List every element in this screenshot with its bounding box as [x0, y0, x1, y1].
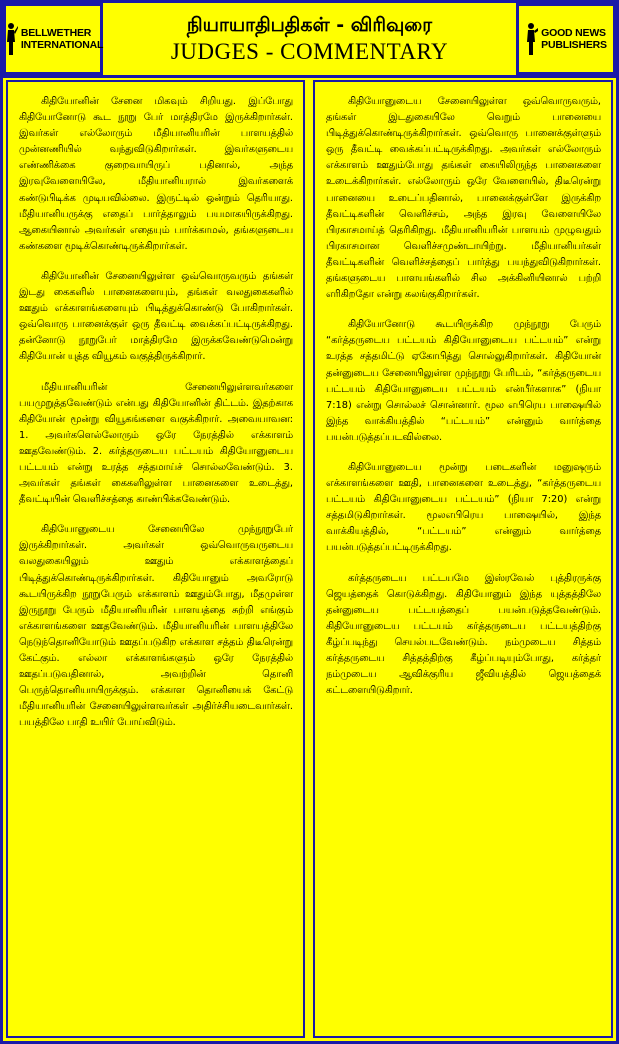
good-news-logo	[516, 3, 616, 75]
bellwether-figure-icon	[3, 22, 19, 56]
trumpeter-icon	[525, 22, 539, 56]
good-news-logo-line2: PUBLISHERS	[541, 39, 607, 51]
page-header	[3, 3, 616, 78]
bellwether-logo-text	[21, 27, 103, 51]
paragraph: கிதியோனோடு கூடயிருக்கிற முந்நூறு பேரும் “கர்த்தருடைய பட்டயம் கிதியோனுடைய பட்டயம்” என்று உரத்த சத்தமிட்டு ஏகோபித்து சொல்லுகிறார்கள். கிதியோன் தன்னுடைய சேனையிலுள்ள முந்நூறு பேரிடம், “கர்த்தருடைய பட்டயம் கிதியோனுடைய பட்டயம் என்பீர்களாக” (நியா 7:18) என்று சொல்லச் சொன்னார். மூல எபிரெய பாஷையில் இந்த வாக்கியத்தில் “பட்டயம்” என்னும் வார்த்தை பயன்படுத்தப்படவில்லை.	[326, 319, 601, 443]
right-column	[313, 80, 613, 1038]
page-title-tamil: நியாயாதிபதிகள் - விரிவுரை	[186, 14, 433, 36]
left-column	[6, 80, 305, 1038]
bellwether-logo-line1: BELLWETHER	[20, 27, 92, 39]
paragraph: மீதியானியரின் சேனையிலுள்ளவர்களை பயமுறுத்தவேண்டும் என்பது கிதியோனின் திட்டம். இதற்காக கிதியோன் மூன்று வியூகங்களை வகுக்கிறார். அவையாவன: 1. அவர்களெல்லோரும் ஒரே நேரத்தில் எக்காளம் ஊதவேண்டும். 2. கர்த்தருடைய பட்டயம் கிதியோனுடைய பட்டயம் என்று உரத்த சத்தமாய்ச் சொல்லவேண்டும். 3. அவர்கள் தங்கள் கைகளிலுள்ள பானைகளை உடைத்து, தீவட்டியின் வெளிச்சத்தை காண்பிக்கவேண்டும்.	[19, 381, 293, 506]
paragraph: கிதியோனின் சேனை மிகவும் சிறியது. இப்போது கிதியோனோடு கூட நூறு பேர் மாத்திரமே இருக்கிறார்கள். இவர்கள் எல்லோரும் மீதியானியரின் பாளயத்தில் முன்னணியில் வந்துவிடுகிறார்கள். இவர்களுடைய எண்ணிக்கை குறைவாயிருப் பதினால், அந்த இரவுவேளையிலே, மீதியானியரால் இவர்களைக் கண்டுபிடிக்க முடியவில்லை. இருட்டில் ஒன்றும் தெரியாது. மீதியானியருக்கு எதைப் பார்த்தாலும் பயமாகயிருக்கிறது. ஆகையினால் அவர்கள் எதையும் பார்க்காமல், தங்களுடைய கண்களை மூடிக்கொண்டிருக்கிறார்கள்.	[19, 96, 293, 252]
bellwether-logo	[3, 3, 103, 75]
page-title-english: JUDGES - COMMENTARY	[170, 39, 449, 64]
paragraph: கிதியோனுடைய மூன்று படைகளின் மனுஷரும் எக்காளங்களை ஊதி, பானைகளை உடைத்து, “கர்த்தருடைய பட்டயம் கிதியோனுடைய பட்டயம்” (நியா 7:20) என்று சத்தமிடுகிறார்கள். மூலஎபிரெய பாஷையில், இந்த வாக்கியத்தில், “பட்டயம்” என்னும் வார்த்தை பயன்படுத்தப்பட்டிருக்கிறது.	[326, 461, 601, 554]
paragraph: கர்த்தருடைய பட்டயமே இஸ்ரவேல் புத்திரருக்கு ஜெயத்தைக் கொடுக்கிறது. கிதியோனும் இந்த யுத்தத்திலே தன்னுடைய பட்டயத்தைப் பயன்படுத்தவேண்டும். கிதியோனுடைய பட்டயம் கர்த்தருடைய பட்டயத்திற்கு கீழ்ப்படிந்து செயல்படவேண்டும். நம்முடைய சித்தம் கர்த்தருடைய சித்தத்திற்கு கீழ்ப்படியும்போது, கர்த்தர் நம்முடைய ஆவிக்குரிய ஜீவியத்தில் ஜெயத்தைக் கட்டளையிடுகிறார்.	[326, 572, 601, 697]
good-news-logo-text	[541, 27, 607, 51]
paragraph: கிதியோனுடைய சேனையிலே முந்நூறுபேர் இருக்கிறார்கள். அவர்கள் ஒவ்வொருவருடைய வலதுகையிலும் ஊதும் எக்காளத்தைப் பிடித்துக்கொண்டிருக்கிறார்கள். கிதியோனும் அவரோடு கூடயிருக்கிற நூறுபேரும் எக்காளம் ஊதும்போது, மீதமுள்ள இருநூறு பேரும் மீதியானியரின் பாளயத்தை சுற்றி எங்கும் எக்காளங்களை ஊதவேண்டும். மீதியானியரின் பாளயத்திலே நெடுந்தொனியோடும் ஊதப்படுகிற எக்காள சத்தம் திடீரென்று கேட்கும். எல்லா எக்காளங்களும் ஒரே நேரத்தில் ஊதப்படுவதினால், அவற்றின் தொனி பெருந்தொனியாயிருக்கும். எக்காள தொனியைக் கேட்டு மீதியானியரின் சேனையிலுள்ளவர்கள் அதிர்ச்சியடைவார்கள். பயத்திலே பாதி உயிர் போய்விடும்.	[19, 524, 293, 729]
title-block	[106, 3, 513, 75]
good-news-logo-line1: GOOD NEWS	[541, 27, 606, 39]
paragraph: கிதியோனின் சேனையிலுள்ள ஒவ்வொருவரும் தங்கள் இடது கைகளில் பானைகளையும், தங்கள் வலதுகைகளில் ஊதும் எக்காளங்களையும் பிடித்துக்கொண்டு போகிறார்கள். ஒவ்வொரு பானைக்குள் ஒரு தீவட்டி வைக்கப்பட்டிருக்கிறது. தன்னோடு நூறுபேர் மாத்திரமே இருக்கவேண்டுமென்று கிதியோன் யுத்த வியூகம் வகுத்திருக்கிறார்.	[19, 270, 293, 363]
bellwether-logo-line2: INTERNATIONAL	[20, 39, 104, 51]
paragraph: கிதியோனுடைய சேனையிலுள்ள ஒவ்வொருவரும், தங்கள் இடதுகையிலே வெறும் பானையை பிடித்துக்கொண்டிருக்கிறார்கள். ஒவ்வொரு பானைக்குள்ளும் ஒரு தீவட்டி வைக்கப்பட்டிருக்கிறது. அவர்கள் எல்லோரும் எக்காளம் ஊதும்போது தங்கள் கையிலிருந்த பானைகளை உடைக்கிறார்கள். எல்லோரும் ஒரே வேளையில், திடீரென்று பானையை உடைப்பதினால், பானைக்குள்ளே இருக்கிற தீவட்டிகளின் வெளிச்சம், அந்த இரவு வேளையிலே பிரகாசமாய்த் தெரிகிறது. மீதியானியரின் பாளயம் முழுவதும் பிரகாசமான வெளிச்சமுண்டாயிற்று. மீதியானியர்கள் தீவட்டிகளின் வெளிச்சத்தைப் பார்த்து பயந்துவிடுகிறார்கள். தங்களுடைய பாளயங்களில் சில அக்கினியினால் பற்றி எரிகிறதோ என்று கலங்குகிறார்கள்.	[326, 96, 601, 301]
